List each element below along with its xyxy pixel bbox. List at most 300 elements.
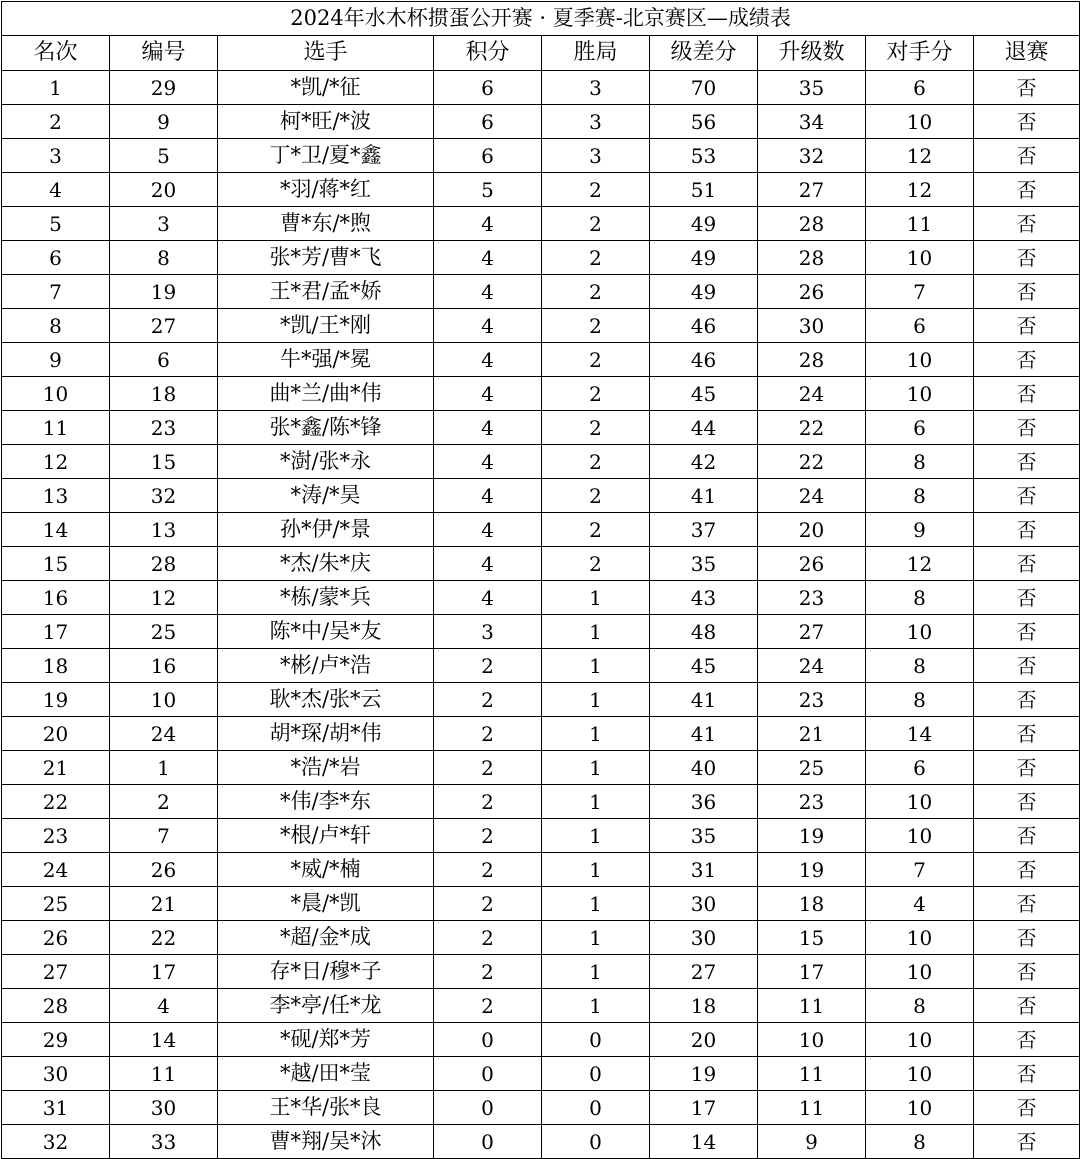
withdrawn-cell: 否 xyxy=(974,853,1080,887)
players-cell: *根/卢*轩 xyxy=(218,819,434,853)
col-header-withdrawn: 退赛 xyxy=(974,36,1080,71)
players-cell: *彬/卢*浩 xyxy=(218,649,434,683)
opponent-score-cell: 6 xyxy=(866,411,974,445)
points-cell: 4 xyxy=(434,207,542,241)
withdrawn-cell: 否 xyxy=(974,955,1080,989)
upgrades-cell: 9 xyxy=(758,1125,866,1159)
table-row xyxy=(2,513,1080,547)
upgrades-cell: 35 xyxy=(758,71,866,105)
rank-cell: 8 xyxy=(2,309,110,343)
table-row xyxy=(2,955,1080,989)
wins-cell: 1 xyxy=(542,989,650,1023)
wins-cell: 2 xyxy=(542,241,650,275)
upgrades-cell: 34 xyxy=(758,105,866,139)
wins-cell: 1 xyxy=(542,819,650,853)
points-cell: 2 xyxy=(434,887,542,921)
withdrawn-cell: 否 xyxy=(974,377,1080,411)
withdrawn-cell: 否 xyxy=(974,615,1080,649)
level-diff-cell: 46 xyxy=(650,343,758,377)
points-cell: 0 xyxy=(434,1057,542,1091)
points-cell: 2 xyxy=(434,955,542,989)
rank-cell: 2 xyxy=(2,105,110,139)
opponent-score-cell: 4 xyxy=(866,887,974,921)
level-diff-cell: 37 xyxy=(650,513,758,547)
level-diff-cell: 42 xyxy=(650,445,758,479)
wins-cell: 1 xyxy=(542,683,650,717)
upgrades-cell: 15 xyxy=(758,921,866,955)
number-cell: 23 xyxy=(110,411,218,445)
number-cell: 21 xyxy=(110,887,218,921)
rank-cell: 31 xyxy=(2,1091,110,1125)
col-header-number: 编号 xyxy=(110,36,218,71)
table-row xyxy=(2,411,1080,445)
wins-cell: 2 xyxy=(542,275,650,309)
col-header-upgrades: 升级数 xyxy=(758,36,866,71)
table-title: 2024年水木杯掼蛋公开赛 · 夏季赛-北京赛区—成绩表 xyxy=(2,2,1080,36)
rank-cell: 29 xyxy=(2,1023,110,1057)
number-cell: 11 xyxy=(110,1057,218,1091)
withdrawn-cell: 否 xyxy=(974,275,1080,309)
number-cell: 15 xyxy=(110,445,218,479)
players-cell: *威/*楠 xyxy=(218,853,434,887)
points-cell: 4 xyxy=(434,377,542,411)
table-row xyxy=(2,785,1080,819)
rank-cell: 19 xyxy=(2,683,110,717)
upgrades-cell: 11 xyxy=(758,1057,866,1091)
players-cell: 王*华/张*良 xyxy=(218,1091,434,1125)
points-cell: 2 xyxy=(434,819,542,853)
players-cell: 陈*中/吴*友 xyxy=(218,615,434,649)
level-diff-cell: 45 xyxy=(650,649,758,683)
rank-cell: 25 xyxy=(2,887,110,921)
withdrawn-cell: 否 xyxy=(974,445,1080,479)
level-diff-cell: 44 xyxy=(650,411,758,445)
wins-cell: 1 xyxy=(542,649,650,683)
points-cell: 2 xyxy=(434,989,542,1023)
wins-cell: 1 xyxy=(542,921,650,955)
rank-cell: 10 xyxy=(2,377,110,411)
upgrades-cell: 28 xyxy=(758,241,866,275)
table-row xyxy=(2,1125,1080,1159)
number-cell: 7 xyxy=(110,819,218,853)
players-cell: *越/田*莹 xyxy=(218,1057,434,1091)
opponent-score-cell: 6 xyxy=(866,309,974,343)
table-row xyxy=(2,139,1080,173)
points-cell: 2 xyxy=(434,751,542,785)
points-cell: 0 xyxy=(434,1091,542,1125)
points-cell: 3 xyxy=(434,615,542,649)
number-cell: 28 xyxy=(110,547,218,581)
points-cell: 2 xyxy=(434,649,542,683)
players-cell: *浩/*岩 xyxy=(218,751,434,785)
wins-cell: 3 xyxy=(542,139,650,173)
upgrades-cell: 26 xyxy=(758,547,866,581)
opponent-score-cell: 8 xyxy=(866,581,974,615)
points-cell: 5 xyxy=(434,173,542,207)
upgrades-cell: 28 xyxy=(758,207,866,241)
withdrawn-cell: 否 xyxy=(974,1057,1080,1091)
number-cell: 27 xyxy=(110,309,218,343)
points-cell: 2 xyxy=(434,853,542,887)
withdrawn-cell: 否 xyxy=(974,513,1080,547)
header-row xyxy=(2,36,1080,71)
upgrades-cell: 19 xyxy=(758,819,866,853)
wins-cell: 1 xyxy=(542,955,650,989)
withdrawn-cell: 否 xyxy=(974,751,1080,785)
wins-cell: 2 xyxy=(542,377,650,411)
col-header-players: 选手 xyxy=(218,36,434,71)
players-cell: *凯/王*刚 xyxy=(218,309,434,343)
rank-cell: 24 xyxy=(2,853,110,887)
wins-cell: 3 xyxy=(542,105,650,139)
rank-cell: 1 xyxy=(2,71,110,105)
number-cell: 33 xyxy=(110,1125,218,1159)
level-diff-cell: 20 xyxy=(650,1023,758,1057)
opponent-score-cell: 10 xyxy=(866,241,974,275)
rank-cell: 20 xyxy=(2,717,110,751)
points-cell: 4 xyxy=(434,411,542,445)
opponent-score-cell: 10 xyxy=(866,1023,974,1057)
withdrawn-cell: 否 xyxy=(974,717,1080,751)
opponent-score-cell: 10 xyxy=(866,1091,974,1125)
table-row xyxy=(2,1023,1080,1057)
players-cell: 牛*强/*冕 xyxy=(218,343,434,377)
wins-cell: 0 xyxy=(542,1057,650,1091)
withdrawn-cell: 否 xyxy=(974,1023,1080,1057)
opponent-score-cell: 12 xyxy=(866,547,974,581)
level-diff-cell: 48 xyxy=(650,615,758,649)
players-cell: *栋/蒙*兵 xyxy=(218,581,434,615)
number-cell: 4 xyxy=(110,989,218,1023)
upgrades-cell: 24 xyxy=(758,479,866,513)
table-row xyxy=(2,71,1080,105)
points-cell: 4 xyxy=(434,343,542,377)
level-diff-cell: 56 xyxy=(650,105,758,139)
rank-cell: 27 xyxy=(2,955,110,989)
players-cell: *晨/*凯 xyxy=(218,887,434,921)
opponent-score-cell: 8 xyxy=(866,989,974,1023)
opponent-score-cell: 12 xyxy=(866,139,974,173)
upgrades-cell: 11 xyxy=(758,1091,866,1125)
col-header-rank: 名次 xyxy=(2,36,110,71)
wins-cell: 2 xyxy=(542,411,650,445)
level-diff-cell: 49 xyxy=(650,241,758,275)
table-row xyxy=(2,683,1080,717)
players-cell: 柯*旺/*波 xyxy=(218,105,434,139)
level-diff-cell: 41 xyxy=(650,479,758,513)
players-cell: 存*日/穆*子 xyxy=(218,955,434,989)
level-diff-cell: 35 xyxy=(650,819,758,853)
table-row xyxy=(2,921,1080,955)
number-cell: 10 xyxy=(110,683,218,717)
table-row xyxy=(2,105,1080,139)
points-cell: 0 xyxy=(434,1125,542,1159)
number-cell: 32 xyxy=(110,479,218,513)
table-row xyxy=(2,853,1080,887)
upgrades-cell: 27 xyxy=(758,173,866,207)
col-header-opponent-score: 对手分 xyxy=(866,36,974,71)
table-row xyxy=(2,479,1080,513)
wins-cell: 0 xyxy=(542,1125,650,1159)
opponent-score-cell: 10 xyxy=(866,343,974,377)
table-row xyxy=(2,1091,1080,1125)
level-diff-cell: 51 xyxy=(650,173,758,207)
points-cell: 4 xyxy=(434,479,542,513)
withdrawn-cell: 否 xyxy=(974,343,1080,377)
withdrawn-cell: 否 xyxy=(974,989,1080,1023)
number-cell: 29 xyxy=(110,71,218,105)
wins-cell: 2 xyxy=(542,309,650,343)
rank-cell: 32 xyxy=(2,1125,110,1159)
level-diff-cell: 17 xyxy=(650,1091,758,1125)
players-cell: 曲*兰/曲*伟 xyxy=(218,377,434,411)
upgrades-cell: 17 xyxy=(758,955,866,989)
level-diff-cell: 30 xyxy=(650,921,758,955)
players-cell: *澍/张*永 xyxy=(218,445,434,479)
opponent-score-cell: 9 xyxy=(866,513,974,547)
table-row xyxy=(2,343,1080,377)
number-cell: 1 xyxy=(110,751,218,785)
number-cell: 20 xyxy=(110,173,218,207)
level-diff-cell: 70 xyxy=(650,71,758,105)
level-diff-cell: 27 xyxy=(650,955,758,989)
wins-cell: 2 xyxy=(542,479,650,513)
rank-cell: 4 xyxy=(2,173,110,207)
number-cell: 30 xyxy=(110,1091,218,1125)
rank-cell: 9 xyxy=(2,343,110,377)
withdrawn-cell: 否 xyxy=(974,105,1080,139)
wins-cell: 1 xyxy=(542,751,650,785)
upgrades-cell: 20 xyxy=(758,513,866,547)
players-cell: 孙*伊/*景 xyxy=(218,513,434,547)
wins-cell: 1 xyxy=(542,717,650,751)
withdrawn-cell: 否 xyxy=(974,241,1080,275)
players-cell: 王*君/孟*娇 xyxy=(218,275,434,309)
withdrawn-cell: 否 xyxy=(974,683,1080,717)
level-diff-cell: 19 xyxy=(650,1057,758,1091)
opponent-score-cell: 14 xyxy=(866,717,974,751)
players-cell: 曹*翔/吴*沐 xyxy=(218,1125,434,1159)
players-cell: 张*鑫/陈*锋 xyxy=(218,411,434,445)
upgrades-cell: 11 xyxy=(758,989,866,1023)
opponent-score-cell: 10 xyxy=(866,377,974,411)
table-body xyxy=(2,71,1080,1159)
opponent-score-cell: 8 xyxy=(866,479,974,513)
number-cell: 8 xyxy=(110,241,218,275)
players-cell: *凯/*征 xyxy=(218,71,434,105)
points-cell: 4 xyxy=(434,513,542,547)
rank-cell: 6 xyxy=(2,241,110,275)
table-row xyxy=(2,241,1080,275)
table-row xyxy=(2,819,1080,853)
level-diff-cell: 43 xyxy=(650,581,758,615)
players-cell: *超/金*成 xyxy=(218,921,434,955)
col-header-points: 积分 xyxy=(434,36,542,71)
level-diff-cell: 45 xyxy=(650,377,758,411)
opponent-score-cell: 10 xyxy=(866,615,974,649)
level-diff-cell: 46 xyxy=(650,309,758,343)
level-diff-cell: 36 xyxy=(650,785,758,819)
table-row xyxy=(2,547,1080,581)
wins-cell: 1 xyxy=(542,581,650,615)
players-cell: 张*芳/曹*飞 xyxy=(218,241,434,275)
rank-cell: 13 xyxy=(2,479,110,513)
number-cell: 6 xyxy=(110,343,218,377)
level-diff-cell: 49 xyxy=(650,275,758,309)
upgrades-cell: 24 xyxy=(758,377,866,411)
points-cell: 4 xyxy=(434,547,542,581)
number-cell: 9 xyxy=(110,105,218,139)
rank-cell: 15 xyxy=(2,547,110,581)
wins-cell: 1 xyxy=(542,887,650,921)
rank-cell: 7 xyxy=(2,275,110,309)
results-table xyxy=(1,1,1080,1159)
number-cell: 3 xyxy=(110,207,218,241)
table-row xyxy=(2,581,1080,615)
points-cell: 4 xyxy=(434,309,542,343)
upgrades-cell: 28 xyxy=(758,343,866,377)
points-cell: 4 xyxy=(434,241,542,275)
level-diff-cell: 14 xyxy=(650,1125,758,1159)
level-diff-cell: 35 xyxy=(650,547,758,581)
players-cell: *羽/蒋*红 xyxy=(218,173,434,207)
upgrades-cell: 19 xyxy=(758,853,866,887)
upgrades-cell: 25 xyxy=(758,751,866,785)
wins-cell: 3 xyxy=(542,71,650,105)
withdrawn-cell: 否 xyxy=(974,309,1080,343)
upgrades-cell: 23 xyxy=(758,581,866,615)
number-cell: 18 xyxy=(110,377,218,411)
number-cell: 17 xyxy=(110,955,218,989)
table-row xyxy=(2,989,1080,1023)
table-row xyxy=(2,887,1080,921)
withdrawn-cell: 否 xyxy=(974,819,1080,853)
rank-cell: 5 xyxy=(2,207,110,241)
level-diff-cell: 18 xyxy=(650,989,758,1023)
withdrawn-cell: 否 xyxy=(974,1125,1080,1159)
table-row xyxy=(2,275,1080,309)
wins-cell: 2 xyxy=(542,207,650,241)
level-diff-cell: 41 xyxy=(650,717,758,751)
players-cell: 胡*琛/胡*伟 xyxy=(218,717,434,751)
upgrades-cell: 27 xyxy=(758,615,866,649)
withdrawn-cell: 否 xyxy=(974,547,1080,581)
rank-cell: 26 xyxy=(2,921,110,955)
players-cell: 曹*东/*煦 xyxy=(218,207,434,241)
withdrawn-cell: 否 xyxy=(974,649,1080,683)
title-row xyxy=(2,2,1080,36)
points-cell: 2 xyxy=(434,683,542,717)
rank-cell: 21 xyxy=(2,751,110,785)
table-row xyxy=(2,309,1080,343)
players-cell: 耿*杰/张*云 xyxy=(218,683,434,717)
opponent-score-cell: 6 xyxy=(866,751,974,785)
wins-cell: 1 xyxy=(542,853,650,887)
rank-cell: 17 xyxy=(2,615,110,649)
wins-cell: 0 xyxy=(542,1091,650,1125)
withdrawn-cell: 否 xyxy=(974,887,1080,921)
upgrades-cell: 30 xyxy=(758,309,866,343)
wins-cell: 2 xyxy=(542,547,650,581)
upgrades-cell: 32 xyxy=(758,139,866,173)
col-header-wins: 胜局 xyxy=(542,36,650,71)
points-cell: 6 xyxy=(434,139,542,173)
level-diff-cell: 30 xyxy=(650,887,758,921)
number-cell: 2 xyxy=(110,785,218,819)
rank-cell: 28 xyxy=(2,989,110,1023)
points-cell: 6 xyxy=(434,105,542,139)
withdrawn-cell: 否 xyxy=(974,71,1080,105)
upgrades-cell: 23 xyxy=(758,785,866,819)
table-row xyxy=(2,1057,1080,1091)
wins-cell: 2 xyxy=(542,445,650,479)
players-cell: *杰/朱*庆 xyxy=(218,547,434,581)
opponent-score-cell: 7 xyxy=(866,853,974,887)
withdrawn-cell: 否 xyxy=(974,139,1080,173)
wins-cell: 2 xyxy=(542,343,650,377)
rank-cell: 16 xyxy=(2,581,110,615)
points-cell: 4 xyxy=(434,445,542,479)
rank-cell: 30 xyxy=(2,1057,110,1091)
number-cell: 16 xyxy=(110,649,218,683)
table-row xyxy=(2,445,1080,479)
wins-cell: 2 xyxy=(542,173,650,207)
opponent-score-cell: 8 xyxy=(866,1125,974,1159)
opponent-score-cell: 11 xyxy=(866,207,974,241)
wins-cell: 1 xyxy=(542,785,650,819)
upgrades-cell: 10 xyxy=(758,1023,866,1057)
opponent-score-cell: 12 xyxy=(866,173,974,207)
opponent-score-cell: 7 xyxy=(866,275,974,309)
table-row xyxy=(2,717,1080,751)
number-cell: 14 xyxy=(110,1023,218,1057)
rank-cell: 11 xyxy=(2,411,110,445)
table-row xyxy=(2,615,1080,649)
number-cell: 13 xyxy=(110,513,218,547)
number-cell: 24 xyxy=(110,717,218,751)
points-cell: 6 xyxy=(434,71,542,105)
number-cell: 25 xyxy=(110,615,218,649)
upgrades-cell: 22 xyxy=(758,411,866,445)
table-row xyxy=(2,173,1080,207)
table-row xyxy=(2,751,1080,785)
withdrawn-cell: 否 xyxy=(974,785,1080,819)
points-cell: 2 xyxy=(434,717,542,751)
points-cell: 4 xyxy=(434,581,542,615)
wins-cell: 0 xyxy=(542,1023,650,1057)
withdrawn-cell: 否 xyxy=(974,1091,1080,1125)
opponent-score-cell: 8 xyxy=(866,445,974,479)
points-cell: 2 xyxy=(434,785,542,819)
players-cell: 丁*卫/夏*鑫 xyxy=(218,139,434,173)
opponent-score-cell: 8 xyxy=(866,649,974,683)
number-cell: 12 xyxy=(110,581,218,615)
upgrades-cell: 21 xyxy=(758,717,866,751)
wins-cell: 1 xyxy=(542,615,650,649)
opponent-score-cell: 10 xyxy=(866,785,974,819)
players-cell: *涛/*昊 xyxy=(218,479,434,513)
level-diff-cell: 41 xyxy=(650,683,758,717)
opponent-score-cell: 8 xyxy=(866,683,974,717)
number-cell: 26 xyxy=(110,853,218,887)
upgrades-cell: 23 xyxy=(758,683,866,717)
players-cell: 李*亭/任*龙 xyxy=(218,989,434,1023)
level-diff-cell: 53 xyxy=(650,139,758,173)
number-cell: 19 xyxy=(110,275,218,309)
opponent-score-cell: 10 xyxy=(866,1057,974,1091)
level-diff-cell: 40 xyxy=(650,751,758,785)
withdrawn-cell: 否 xyxy=(974,479,1080,513)
